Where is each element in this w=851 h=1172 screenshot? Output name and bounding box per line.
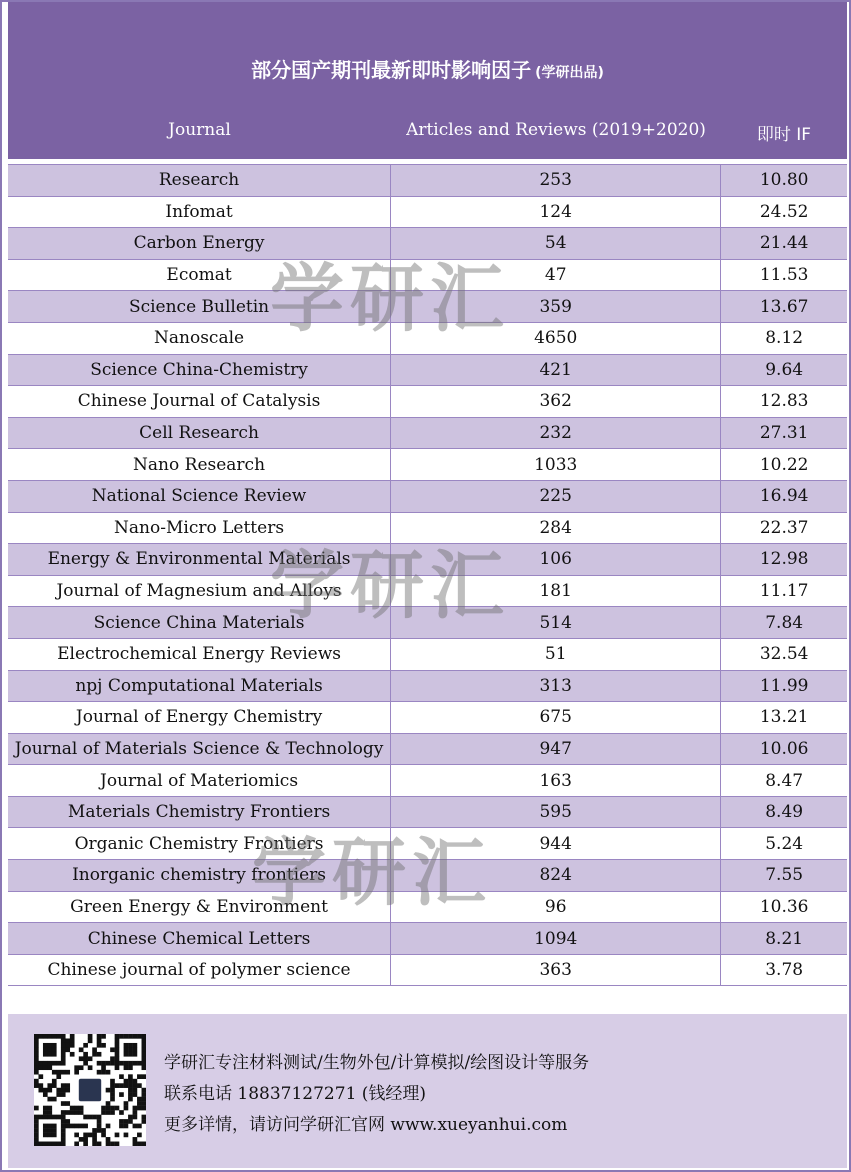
table-row: [8, 576, 847, 608]
cell-impact-factor: 5.24: [765, 833, 804, 854]
cell-articles: 947: [391, 734, 721, 765]
cell-impact-factor: 10.36: [759, 896, 809, 917]
table-row: [8, 923, 847, 955]
table-row: [8, 955, 847, 987]
cell-articles: 225: [391, 481, 721, 512]
cell-impact-factor: 13.21: [759, 707, 809, 728]
cell-journal: Journal of Materiomics: [8, 765, 391, 796]
journal-table: [8, 164, 847, 986]
cell-journal: Nano Research: [8, 449, 391, 480]
cell-articles: 232: [391, 418, 721, 449]
cell-journal: Nanoscale: [8, 323, 391, 354]
watermark: 学研汇: [270, 256, 510, 342]
table-row: [8, 860, 847, 892]
cell-articles: 362: [391, 386, 721, 417]
cell-articles: 253: [391, 165, 721, 196]
cell-impact-factor: 11.99: [759, 675, 809, 696]
cell-journal: Green Energy & Environment: [8, 892, 391, 923]
cell-impact-factor: 11.53: [759, 265, 809, 286]
table-row: [8, 607, 847, 639]
watermark: 学研汇: [252, 830, 492, 916]
cell-articles: 106: [391, 544, 721, 575]
cell-journal: npj Computational Materials: [8, 671, 391, 702]
cell-impact-factor: 12.83: [759, 391, 809, 412]
cell-articles: 595: [391, 797, 721, 828]
cell-journal: Science Bulletin: [8, 291, 391, 322]
cell-articles: 181: [391, 576, 721, 607]
cell-journal: Infomat: [8, 197, 391, 228]
cell-impact-factor: 21.44: [759, 233, 809, 254]
cell-journal: Chinese Chemical Letters: [8, 923, 391, 954]
cell-journal: Chinese journal of polymer science: [8, 955, 391, 986]
cell-articles: 421: [391, 355, 721, 386]
cell-articles: 675: [391, 702, 721, 733]
cell-articles: 96: [391, 892, 721, 923]
cell-impact-factor: 10.80: [759, 170, 809, 191]
column-header-articles: Articles and Reviews (2019+2020): [406, 120, 706, 140]
cell-journal: Journal of Energy Chemistry: [8, 702, 391, 733]
cell-journal: Science China Materials: [8, 607, 391, 638]
table-row: [8, 892, 847, 924]
cell-articles: 284: [391, 513, 721, 544]
cell-impact-factor: 7.84: [765, 612, 804, 633]
table-header: [8, 2, 847, 159]
cell-journal: Carbon Energy: [8, 228, 391, 259]
table-row: [8, 513, 847, 545]
cell-journal: Electrochemical Energy Reviews: [8, 639, 391, 670]
page-title: [8, 54, 847, 83]
table-row: [8, 765, 847, 797]
footer-text: [164, 1048, 589, 1141]
cell-journal: Materials Chemistry Frontiers: [8, 797, 391, 828]
column-header-journal: Journal: [168, 120, 231, 140]
cell-journal: Chinese Journal of Catalysis: [8, 386, 391, 417]
cell-articles: 4650: [391, 323, 721, 354]
cell-impact-factor: 8.21: [765, 928, 804, 949]
title-subtitle: (学研出品): [535, 65, 604, 81]
cell-articles: 163: [391, 765, 721, 796]
table-row: [8, 449, 847, 481]
cell-articles: 313: [391, 671, 721, 702]
cell-impact-factor: 11.17: [759, 581, 809, 602]
cell-impact-factor: 12.98: [759, 549, 809, 570]
cell-impact-factor: 10.06: [759, 738, 809, 759]
cell-impact-factor: 24.52: [759, 201, 809, 222]
cell-articles: 514: [391, 607, 721, 638]
footer-phone: 联系电话 18837127271 (钱经理): [164, 1084, 427, 1104]
footer-services: 学研汇专注材料测试/生物外包/计算模拟/绘图设计等服务: [164, 1053, 590, 1073]
cell-journal: Journal of Magnesium and Alloys: [8, 576, 391, 607]
cell-impact-factor: 9.64: [765, 359, 804, 380]
table-row: [8, 291, 847, 323]
table-row: [8, 828, 847, 860]
column-header-if: 即时 IF: [756, 125, 812, 145]
cell-journal: Ecomat: [8, 260, 391, 291]
cell-impact-factor: 32.54: [759, 644, 809, 665]
cell-journal: Energy & Environmental Materials: [8, 544, 391, 575]
cell-journal: Inorganic chemistry frontiers: [8, 860, 391, 891]
cell-impact-factor: 27.31: [759, 423, 809, 444]
qr-code-icon: [34, 1034, 146, 1146]
table-row: [8, 260, 847, 292]
table-row: [8, 734, 847, 766]
table-row: [8, 639, 847, 671]
cell-articles: 51: [391, 639, 721, 670]
cell-articles: 47: [391, 260, 721, 291]
table-row: [8, 702, 847, 734]
footer: [8, 1014, 847, 1168]
cell-journal: Science China-Chemistry: [8, 355, 391, 386]
cell-journal: Organic Chemistry Frontiers: [8, 828, 391, 859]
table-row: [8, 481, 847, 513]
table-row: [8, 197, 847, 229]
cell-impact-factor: 10.22: [759, 454, 809, 475]
cell-articles: 1033: [391, 449, 721, 480]
cell-impact-factor: 16.94: [759, 486, 809, 507]
cell-journal: Cell Research: [8, 418, 391, 449]
table-row: [8, 165, 847, 197]
cell-journal: Nano-Micro Letters: [8, 513, 391, 544]
cell-articles: 944: [391, 828, 721, 859]
footer-website: 更多详情，请访问学研汇官网 www.xueyanhui.com: [164, 1115, 568, 1135]
table-row: [8, 355, 847, 387]
table-row: [8, 797, 847, 829]
cell-articles: 1094: [391, 923, 721, 954]
cell-journal: Research: [8, 165, 391, 196]
watermark: 学研汇: [270, 543, 510, 629]
table-row: [8, 323, 847, 355]
cell-impact-factor: 8.12: [765, 328, 804, 349]
cell-impact-factor: 3.78: [765, 960, 804, 981]
cell-impact-factor: 8.49: [765, 802, 804, 823]
cell-impact-factor: 8.47: [765, 770, 804, 791]
cell-articles: 363: [391, 955, 721, 986]
title-text: 部分国产期刊最新即时影响因子: [251, 58, 532, 82]
cell-impact-factor: 7.55: [765, 865, 804, 886]
cell-articles: 124: [391, 197, 721, 228]
table-row: [8, 386, 847, 418]
cell-journal: National Science Review: [8, 481, 391, 512]
cell-articles: 54: [391, 228, 721, 259]
table-row: [8, 418, 847, 450]
cell-articles: 824: [391, 860, 721, 891]
cell-impact-factor: 13.67: [759, 296, 809, 317]
cell-impact-factor: 22.37: [759, 517, 809, 538]
table-row: [8, 228, 847, 260]
cell-journal: Journal of Materials Science & Technology: [8, 734, 391, 765]
table-row: [8, 671, 847, 703]
table-row: [8, 544, 847, 576]
cell-articles: 359: [391, 291, 721, 322]
